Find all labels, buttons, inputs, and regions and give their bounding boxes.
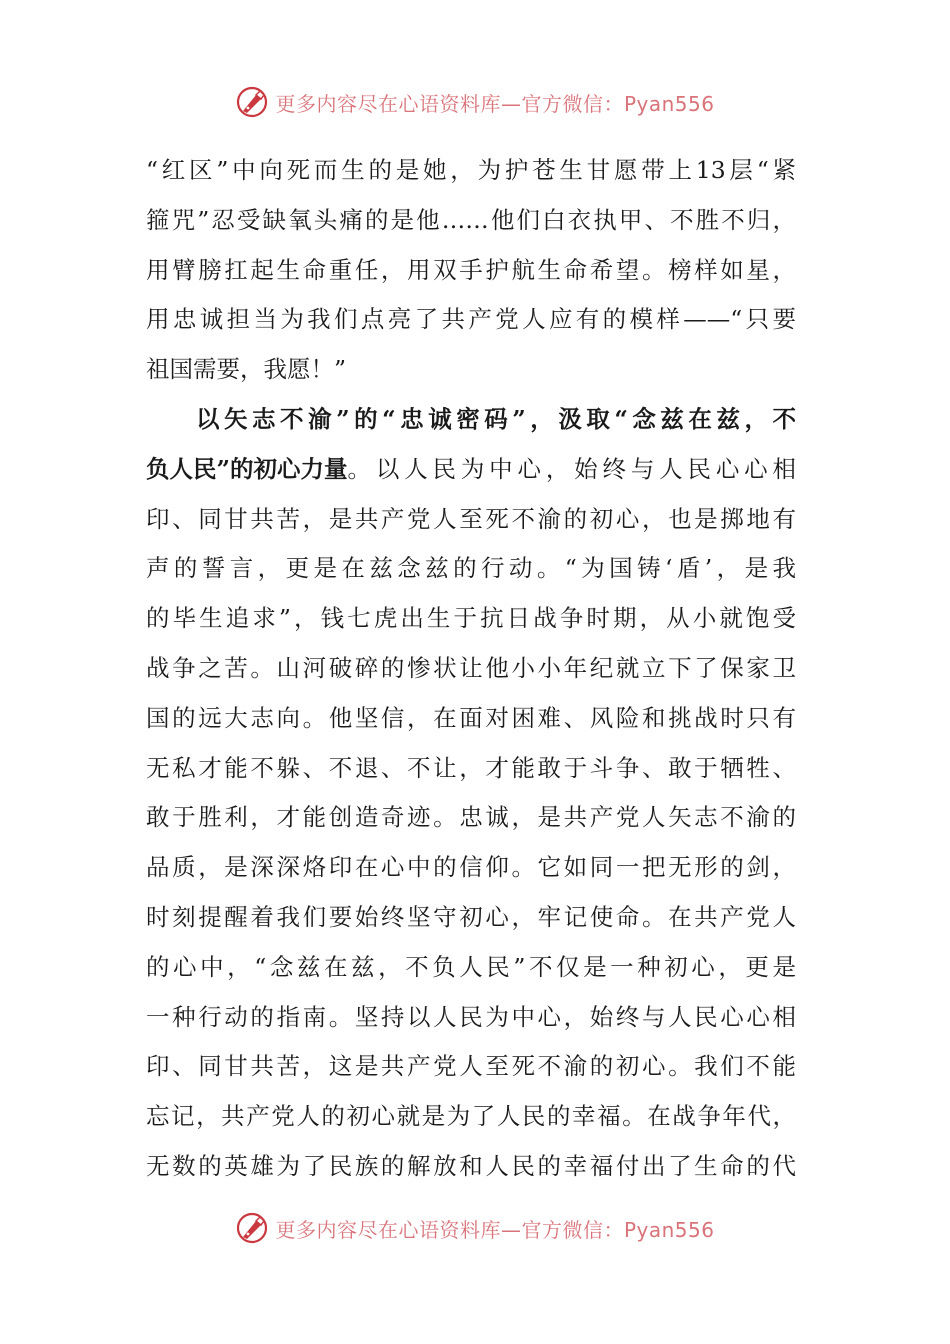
body-line-text: 无数的英雄为了民族的解放和人民的幸福付出了生命的代 bbox=[146, 1151, 796, 1180]
body-line-text: 箍咒”忍受缺氧头痛的是他……他们白衣执甲、不胜不归， bbox=[146, 205, 796, 234]
body-line bbox=[146, 295, 796, 345]
body-line-text: 敢于胜利，才能创造奇迹。忠诚，是共产党人矢志不渝的 bbox=[146, 803, 796, 832]
body-line-text: 时刻提醒着我们要始终坚守初心，牢记使命。在共产党人 bbox=[146, 902, 796, 931]
body-line bbox=[146, 196, 796, 246]
body-line bbox=[146, 495, 796, 545]
body-line-text: 印、同甘共苦，是共产党人至死不渝的初心，也是掷地有 bbox=[146, 504, 796, 533]
body-line bbox=[146, 694, 796, 744]
body-line-text: 的心中，“念兹在兹，不负人民”不仅是一种初心，更是 bbox=[146, 952, 796, 981]
body-line bbox=[146, 345, 796, 395]
body-line-text: 品质，是深深烙印在心中的信仰。它如同一把无形的剑， bbox=[146, 853, 796, 882]
body-line-text: 祖国需要，我愿！” bbox=[146, 355, 347, 384]
body-line bbox=[146, 993, 796, 1043]
body-line bbox=[146, 1042, 796, 1092]
pen-nib-icon bbox=[235, 1211, 269, 1245]
body-line bbox=[146, 1092, 796, 1142]
body-line bbox=[146, 943, 796, 993]
body-line bbox=[146, 793, 796, 843]
body-line-text: 一种行动的指南。坚持以人民为中心，始终与人民心心相 bbox=[146, 1002, 796, 1031]
body-line bbox=[146, 744, 796, 794]
body-line bbox=[146, 644, 796, 694]
header-banner bbox=[0, 82, 950, 122]
body-line-text: 印、同甘共苦，这是共产党人至死不渝的初心。我们不能 bbox=[146, 1052, 796, 1081]
body-line bbox=[146, 445, 796, 495]
body-line bbox=[146, 893, 796, 943]
section-heading-text: 以矢志不渝”的“忠诚密码”，汲取“念兹在兹，不 bbox=[196, 404, 796, 433]
section-heading-text: 负人民”的初心力量 bbox=[146, 454, 348, 483]
body-line-text: 战争之苦。山河破碎的惨状让他小小年纪就立下了保家卫 bbox=[146, 653, 796, 682]
footer-banner-text: 更多内容尽在心语资料库—官方微信：Pyan556 bbox=[275, 1217, 715, 1242]
body-line-text: 用忠诚担当为我们点亮了共产党人应有的模样——“只要 bbox=[146, 305, 796, 334]
body-line-text: 用臂膀扛起生命重任，用双手护航生命希望。榜样如星， bbox=[146, 255, 796, 284]
body-line-text: 无私才能不躲、不退、不让，才能敢于斗争、敢于牺牲、 bbox=[146, 753, 796, 782]
body-line-text: 忘记，共产党人的初心就是为了人民的幸福。在战争年代， bbox=[146, 1102, 796, 1131]
body-line bbox=[146, 843, 796, 893]
body-line-text: 国的远大志向。他坚信，在面对困难、风险和挑战时只有 bbox=[146, 703, 796, 732]
pen-nib-icon bbox=[235, 85, 269, 119]
body-line-text: 。以人民为中心，始终与人民心心相 bbox=[347, 454, 796, 483]
body-line bbox=[146, 246, 796, 296]
body-line-text: “红区”中向死而生的是她，为护苍生甘愿带上13层“紧 bbox=[146, 156, 796, 184]
body-line bbox=[146, 1142, 796, 1192]
body-line bbox=[146, 594, 796, 644]
body-line bbox=[146, 146, 796, 196]
body-line-text: 声的誓言，更是在兹念兹的行动。“为国铸‘盾’，是我 bbox=[146, 554, 796, 583]
footer-banner bbox=[0, 1208, 950, 1248]
body-line-text: 的毕生追求”，钱七虎出生于抗日战争时期，从小就饱受 bbox=[146, 604, 796, 633]
body-line bbox=[146, 544, 796, 594]
document-body bbox=[146, 146, 796, 1192]
body-line bbox=[146, 395, 796, 445]
header-banner-text: 更多内容尽在心语资料库—官方微信：Pyan556 bbox=[275, 91, 715, 116]
